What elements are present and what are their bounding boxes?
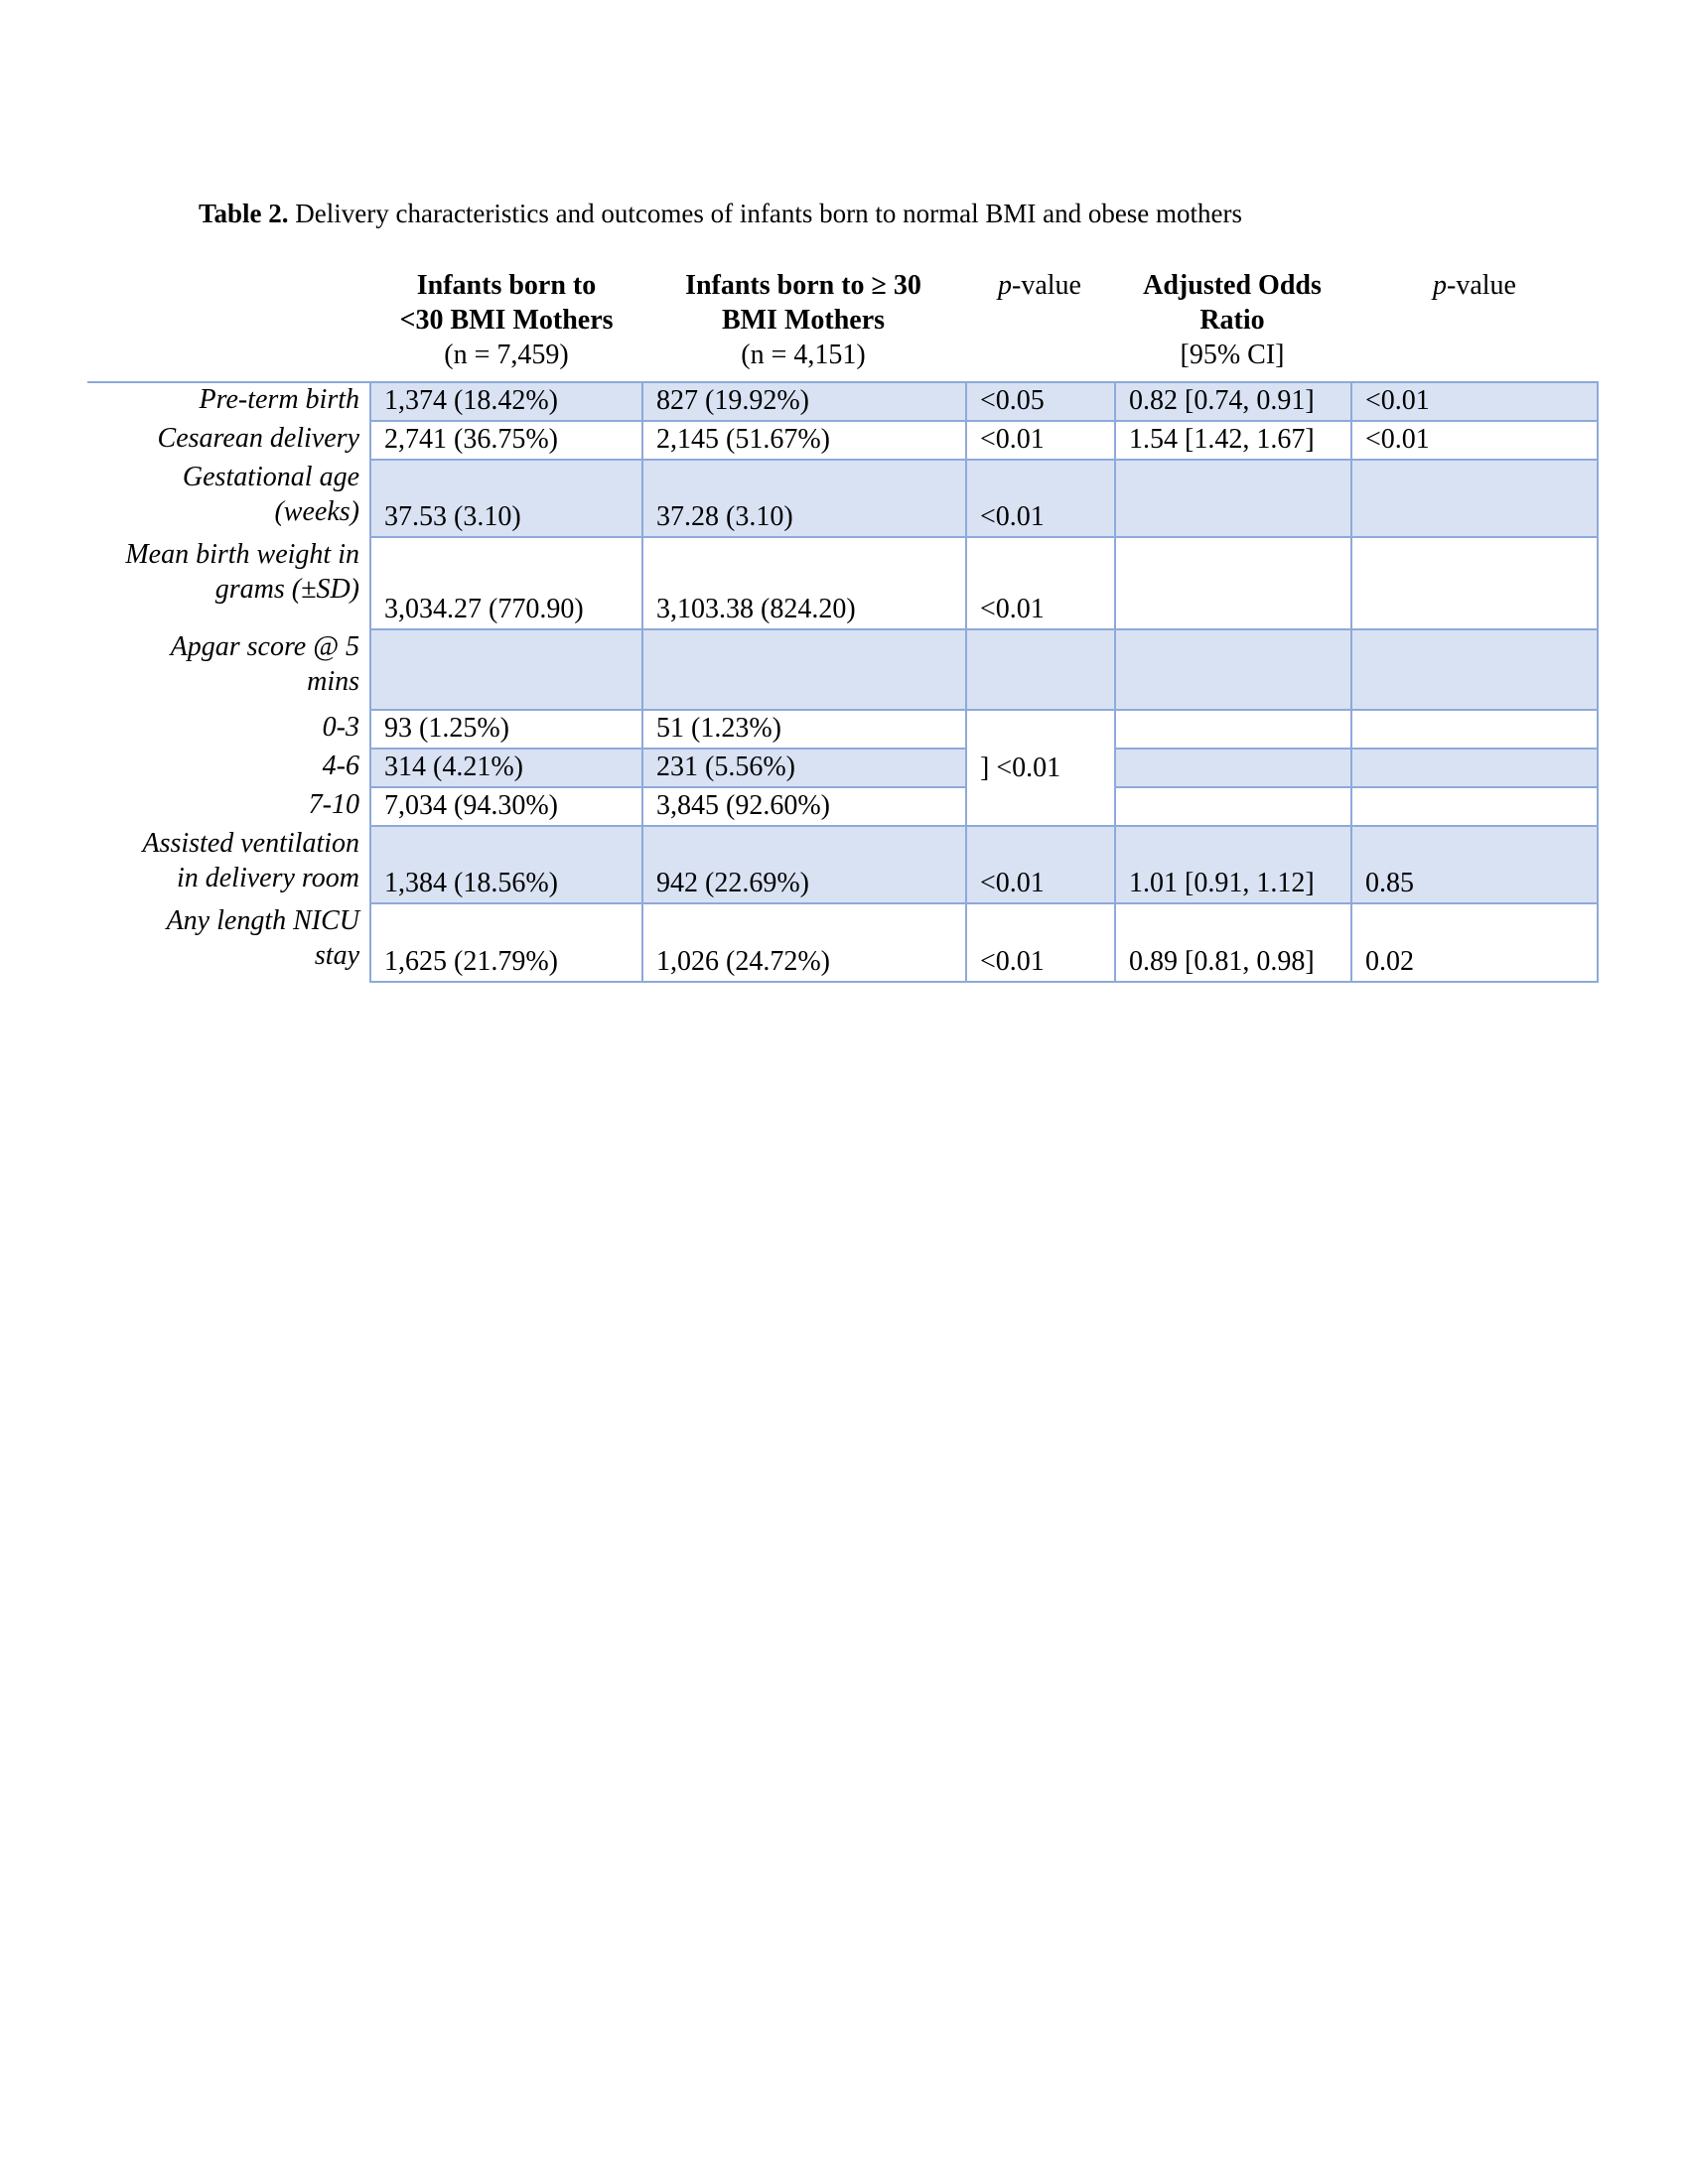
table-caption <box>199 199 1242 229</box>
header-col-odds-ratio <box>1114 268 1350 372</box>
table-cell: <0.05 <box>965 381 1116 422</box>
table-cell: 1.54 [1.42, 1.67] <box>1114 420 1352 461</box>
header-italic: p <box>998 270 1013 301</box>
table-cell <box>1350 748 1599 788</box>
table-cell <box>1114 786 1352 827</box>
table-cell: 1,384 (18.56%) <box>369 825 643 904</box>
header-col-normal-bmi <box>371 268 641 372</box>
header-line: BMI Mothers <box>721 305 886 336</box>
table-cell: 37.28 (3.10) <box>641 459 967 538</box>
table-cell: 51 (1.23%) <box>641 709 967 750</box>
table-cell: 0.85 <box>1350 825 1599 904</box>
table-cell <box>1114 709 1352 750</box>
table-cell <box>1114 459 1352 538</box>
table-cell <box>1350 709 1599 750</box>
row-label-gestational-age: Gestational age (weeks) <box>182 462 359 527</box>
header-rest: -value <box>1447 270 1516 301</box>
table-cell: 827 (19.92%) <box>641 381 967 422</box>
row-label-apgar-7-10: 7-10 <box>308 789 359 820</box>
table-cell <box>369 628 643 711</box>
header-italic: p <box>1433 270 1448 301</box>
table-cell: 1,026 (24.72%) <box>641 902 967 983</box>
table-cell <box>1350 786 1599 827</box>
table-cell <box>1114 536 1352 630</box>
row-label-nicu: Any length NICU stay <box>166 905 359 971</box>
row-label-apgar-4-6: 4-6 <box>322 751 359 781</box>
row-label-preterm: Pre-term birth <box>199 384 359 415</box>
header-rest: -value <box>1012 270 1081 301</box>
table-cell: <0.01 <box>965 536 1116 630</box>
header-line: Adjusted Odds <box>1143 270 1322 301</box>
table-cell: <0.01 <box>1350 381 1599 422</box>
table-cell: 1,374 (18.42%) <box>369 381 643 422</box>
row-label-cesarean: Cesarean delivery <box>157 423 359 454</box>
table-cell: 231 (5.56%) <box>641 748 967 788</box>
header-line: (n = 4,151) <box>741 340 866 370</box>
header-col-pvalue-2 <box>1350 268 1599 303</box>
table-cell <box>1350 628 1599 711</box>
header-line: Infants born to <box>416 270 597 301</box>
table-cell <box>641 628 967 711</box>
table-cell: 2,145 (51.67%) <box>641 420 967 461</box>
table-cell: 93 (1.25%) <box>369 709 643 750</box>
table-cell: <0.01 <box>965 825 1116 904</box>
header-col-obese-bmi <box>641 268 965 372</box>
table-cell <box>1114 748 1352 788</box>
table-cell <box>1350 536 1599 630</box>
row-label-ventilation: Assisted ventilation in delivery room <box>142 828 359 893</box>
apgar-pvalue-cell: ] <0.01 <box>965 709 1116 827</box>
header-line: (n = 7,459) <box>444 340 569 370</box>
row-label-apgar: Apgar score @ 5 mins <box>170 631 359 697</box>
table-cell <box>1114 628 1352 711</box>
table-cell: 0.89 [0.81, 0.98] <box>1114 902 1352 983</box>
row-label-birth-weight: Mean birth weight in grams (±SD) <box>125 539 359 605</box>
table-cell: 3,103.38 (824.20) <box>641 536 967 630</box>
header-col-pvalue <box>965 268 1114 303</box>
table-cell: 7,034 (94.30%) <box>369 786 643 827</box>
row-label-apgar-0-3: 0-3 <box>322 712 359 743</box>
header-line: [95% CI] <box>1180 340 1285 370</box>
table-cell: <0.01 <box>965 420 1116 461</box>
table-cell: 37.53 (3.10) <box>369 459 643 538</box>
caption-text: Delivery characteristics and outcomes of infants born to normal BMI and obese mothers <box>288 199 1243 228</box>
table-cell: 1.01 [0.91, 1.12] <box>1114 825 1352 904</box>
table-cell <box>1350 459 1599 538</box>
header-line: Ratio <box>1199 305 1265 336</box>
table-cell: 3,845 (92.60%) <box>641 786 967 827</box>
table-cell: <0.01 <box>1350 420 1599 461</box>
header-line: <30 BMI Mothers <box>399 305 614 336</box>
table-cell <box>965 628 1116 711</box>
table-cell: <0.01 <box>965 902 1116 983</box>
caption-label: Table 2. <box>199 199 289 228</box>
table-cell: 3,034.27 (770.90) <box>369 536 643 630</box>
table-cell: <0.01 <box>965 459 1116 538</box>
header-line: Infants born to ≥ 30 <box>685 270 921 301</box>
table-cell: 1,625 (21.79%) <box>369 902 643 983</box>
table-cell: 0.82 [0.74, 0.91] <box>1114 381 1352 422</box>
table-cell: 314 (4.21%) <box>369 748 643 788</box>
table-cell: 942 (22.69%) <box>641 825 967 904</box>
table-cell: 2,741 (36.75%) <box>369 420 643 461</box>
table-cell: 0.02 <box>1350 902 1599 983</box>
